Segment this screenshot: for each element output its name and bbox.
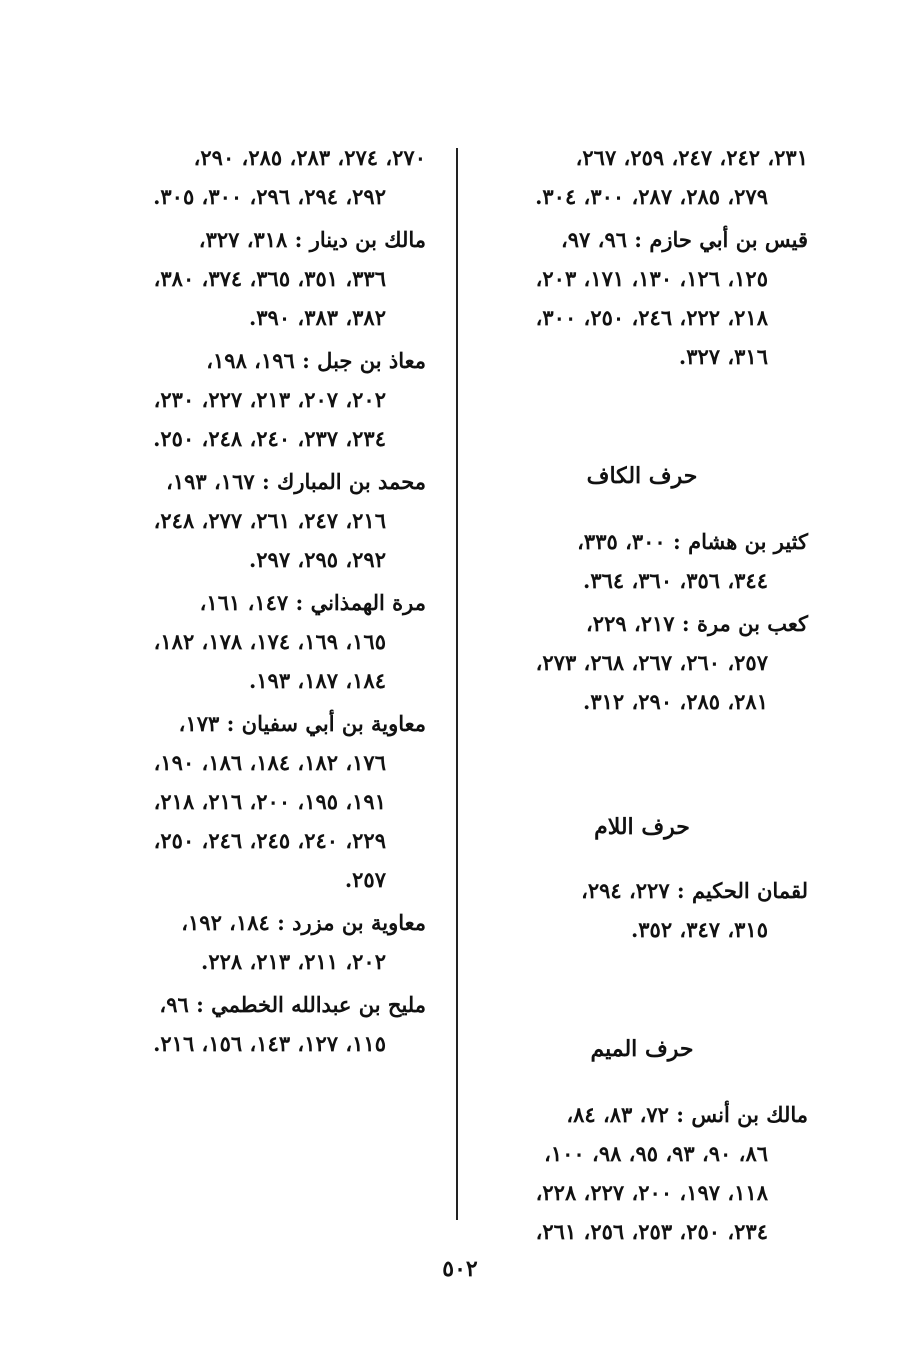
- entry-continuation-line: ٣٤٤، ٣٥٦، ٣٦٠، ٣٦٤.: [583, 568, 768, 593]
- entry-continuation-line: ٢٨١، ٢٨٥، ٢٩٠، ٣١٢.: [583, 689, 768, 714]
- entry-continuation-line: ٢١٨، ٢٢٢، ٢٤٦، ٢٥٠، ٣٠٠،: [535, 305, 768, 330]
- entry-continuation-line: ٣٣٦، ٣٥١، ٣٦٥، ٣٧٤، ٣٨٠،: [153, 266, 386, 291]
- index-entry: [104, 462, 426, 579]
- index-entry: [476, 138, 808, 216]
- index-entry: [104, 220, 426, 337]
- index-entry: [476, 871, 808, 949]
- entry-continuation-line: ٢٩٢، ٢٩٤، ٢٩٦، ٣٠٠، ٣٠٥.: [153, 184, 386, 209]
- entry-continuation-line: ٢٠٢، ٢١١، ٢١٣، ٢٢٨.: [201, 949, 386, 974]
- entry-continuation-line: ١٦٥، ١٦٩، ١٧٤، ١٧٨، ١٨٢،: [153, 629, 386, 654]
- entry-continuation-line: ١١٨، ١٩٧، ٢٠٠، ٢٢٧، ٢٢٨،: [535, 1180, 768, 1205]
- entries-left: [104, 138, 426, 1063]
- section-heading-mim: حرف الميم: [590, 1036, 694, 1062]
- entry-continuation-line: ٢٢٩، ٢٤٠، ٢٤٥، ٢٤٦، ٢٥٠،: [153, 828, 386, 853]
- entry-continuation-line: ٢٣٤، ٢٥٠، ٢٥٣، ٢٥٦، ٢٦١،: [535, 1219, 768, 1244]
- section-heading-kaf: حرف الكاف: [586, 463, 698, 489]
- index-entry: [104, 903, 426, 981]
- entry-continuation-line: ٢٠٢، ٢٠٧، ٢١٣، ٢٢٧، ٢٣٠،: [153, 387, 386, 412]
- entries-top: [476, 138, 808, 376]
- entry-first-line: مالك بن دينار : ٣١٨، ٣٢٧،: [198, 227, 426, 252]
- entry-continuation-line: ١٢٥، ١٢٦، ١٣٠، ١٧١، ٢٠٣،: [535, 266, 768, 291]
- entry-continuation-line: ١٩١، ١٩٥، ٢٠٠، ٢١٦، ٢١٨،: [153, 789, 386, 814]
- entry-first-line: مليح بن عبدالله الخطمي : ٩٦،: [159, 992, 426, 1017]
- index-entry: [104, 704, 426, 899]
- entry-first-line: ٢٧٠، ٢٧٤، ٢٨٣، ٢٨٥، ٢٩٠،: [193, 145, 426, 170]
- index-entry: [104, 583, 426, 700]
- entry-first-line: معاوية بن مزرد : ١٨٤، ١٩٢،: [181, 910, 426, 935]
- entries-kaf: [476, 522, 808, 721]
- index-entry: [476, 220, 808, 376]
- entry-first-line: كثير بن هشام : ٣٠٠، ٣٣٥،: [577, 529, 808, 554]
- index-entry: [104, 985, 426, 1063]
- entry-continuation-line: ١٨٤، ١٨٧، ١٩٣.: [248, 668, 386, 693]
- page-number: ٥٠٢: [442, 1256, 478, 1282]
- entry-continuation-line: ٢٣٤، ٢٣٧، ٢٤٠، ٢٤٨، ٢٥٠.: [153, 426, 386, 451]
- entry-continuation-line: ٣٨٢، ٣٨٣، ٣٩٠.: [248, 305, 386, 330]
- entries-mim: [476, 1095, 808, 1251]
- index-entry: [476, 604, 808, 721]
- entry-first-line: لقمان الحكيم : ٢٢٧، ٢٩٤،: [581, 878, 808, 903]
- entry-continuation-line: ١٧٦، ١٨٢، ١٨٤، ١٨٦، ١٩٠،: [153, 750, 386, 775]
- entry-continuation-line: ٢٥٧، ٢٦٠، ٢٦٧، ٢٦٨، ٢٧٣،: [535, 650, 768, 675]
- entries-lam: [476, 871, 808, 949]
- entry-continuation-line: ١١٥، ١٢٧، ١٤٣، ١٥٦، ٢١٦.: [153, 1031, 386, 1056]
- index-entry: [104, 138, 426, 216]
- section-heading-lam: حرف اللام: [594, 814, 690, 840]
- entry-continuation-line: ٢١٦، ٢٤٧، ٢٦١، ٢٧٧، ٢٤٨،: [153, 508, 386, 533]
- index-entry: [476, 1095, 808, 1251]
- entry-first-line: قيس بن أبي حازم : ٩٦، ٩٧،: [561, 227, 808, 252]
- index-entry: [476, 522, 808, 600]
- entry-first-line: معاوية بن أبي سفيان : ١٧٣،: [178, 711, 426, 736]
- entry-continuation-line: ٣١٥، ٣٤٧، ٣٥٢.: [630, 917, 768, 942]
- index-entry: [104, 341, 426, 458]
- right-column: [476, 138, 808, 1255]
- entry-first-line: محمد بن المبارك : ١٦٧، ١٩٣،: [166, 469, 426, 494]
- left-column: [104, 138, 426, 1067]
- entry-continuation-line: ٢٩٢، ٢٩٥، ٢٩٧.: [248, 547, 386, 572]
- entry-first-line: معاذ بن جبل : ١٩٦، ١٩٨،: [206, 348, 426, 373]
- entry-continuation-line: ٢٧٩، ٢٨٥، ٢٨٧، ٣٠٠، ٣٠٤.: [535, 184, 768, 209]
- entry-first-line: كعب بن مرة : ٢١٧، ٢٢٩،: [586, 611, 808, 636]
- entry-first-line: ٢٣١، ٢٤٢، ٢٤٧، ٢٥٩، ٢٦٧،: [575, 145, 808, 170]
- entry-first-line: مالك بن أنس : ٧٢، ٨٣، ٨٤،: [566, 1102, 808, 1127]
- entry-continuation-line: ٨٦، ٩٠، ٩٣، ٩٥، ٩٨، ١٠٠،: [544, 1141, 768, 1166]
- column-divider: [456, 148, 458, 1220]
- entry-first-line: مرة الهمذاني : ١٤٧، ١٦١،: [199, 590, 426, 615]
- entry-continuation-line: ٢٥٧.: [344, 867, 386, 892]
- entry-continuation-line: ٣١٦، ٣٢٧.: [678, 344, 768, 369]
